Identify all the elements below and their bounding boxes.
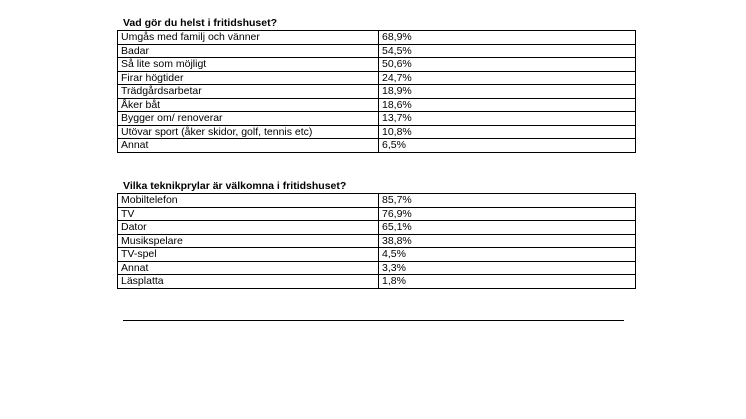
section-heading-gadgets: Vilka teknikprylar är välkomna i fritidshuset? [123, 180, 347, 192]
row-label: Badar [118, 44, 379, 58]
section-heading-activities: Vad gör du helst i fritidshuset? [123, 17, 278, 29]
table-row [118, 125, 636, 139]
row-percentage: 1,8% [379, 275, 636, 289]
row-label: Så lite som möjligt [118, 58, 379, 72]
table-row [118, 112, 636, 126]
row-percentage: 65,1% [379, 221, 636, 235]
table-row [118, 221, 636, 235]
row-percentage: 38,8% [379, 234, 636, 248]
row-label: Mobiltelefon [118, 194, 379, 208]
table-row [118, 261, 636, 275]
table-row [118, 234, 636, 248]
row-percentage: 6,5% [379, 139, 636, 153]
row-percentage: 18,9% [379, 85, 636, 99]
row-label: Annat [118, 261, 379, 275]
table-row [118, 139, 636, 153]
row-percentage: 50,6% [379, 58, 636, 72]
row-percentage: 10,8% [379, 125, 636, 139]
row-label: Umgås med familj och vänner [118, 31, 379, 45]
table-row [118, 44, 636, 58]
row-percentage: 24,7% [379, 71, 636, 85]
table-row [118, 31, 636, 45]
row-percentage: 18,6% [379, 98, 636, 112]
row-label: TV-spel [118, 248, 379, 262]
table-row [118, 207, 636, 221]
row-percentage: 85,7% [379, 194, 636, 208]
row-label: Läsplatta [118, 275, 379, 289]
table-row [118, 71, 636, 85]
table-row [118, 58, 636, 72]
row-percentage: 3,3% [379, 261, 636, 275]
table-row [118, 194, 636, 208]
row-label: Bygger om/ renoverar [118, 112, 379, 126]
horizontal-divider [123, 320, 624, 321]
row-label: Musikspelare [118, 234, 379, 248]
row-label: Trädgårdsarbetar [118, 85, 379, 99]
row-percentage: 13,7% [379, 112, 636, 126]
row-label: Utövar sport (åker skidor, golf, tennis etc) [118, 125, 379, 139]
row-label: TV [118, 207, 379, 221]
row-label: Dator [118, 221, 379, 235]
row-label: Åker båt [118, 98, 379, 112]
row-percentage: 68,9% [379, 31, 636, 45]
table-row [118, 98, 636, 112]
table-row [118, 275, 636, 289]
table-row [118, 85, 636, 99]
gadgets-table [117, 193, 636, 289]
activities-table [117, 30, 636, 153]
row-percentage: 54,5% [379, 44, 636, 58]
row-label: Firar högtider [118, 71, 379, 85]
table-row [118, 248, 636, 262]
row-label: Annat [118, 139, 379, 153]
row-percentage: 4,5% [379, 248, 636, 262]
row-percentage: 76,9% [379, 207, 636, 221]
